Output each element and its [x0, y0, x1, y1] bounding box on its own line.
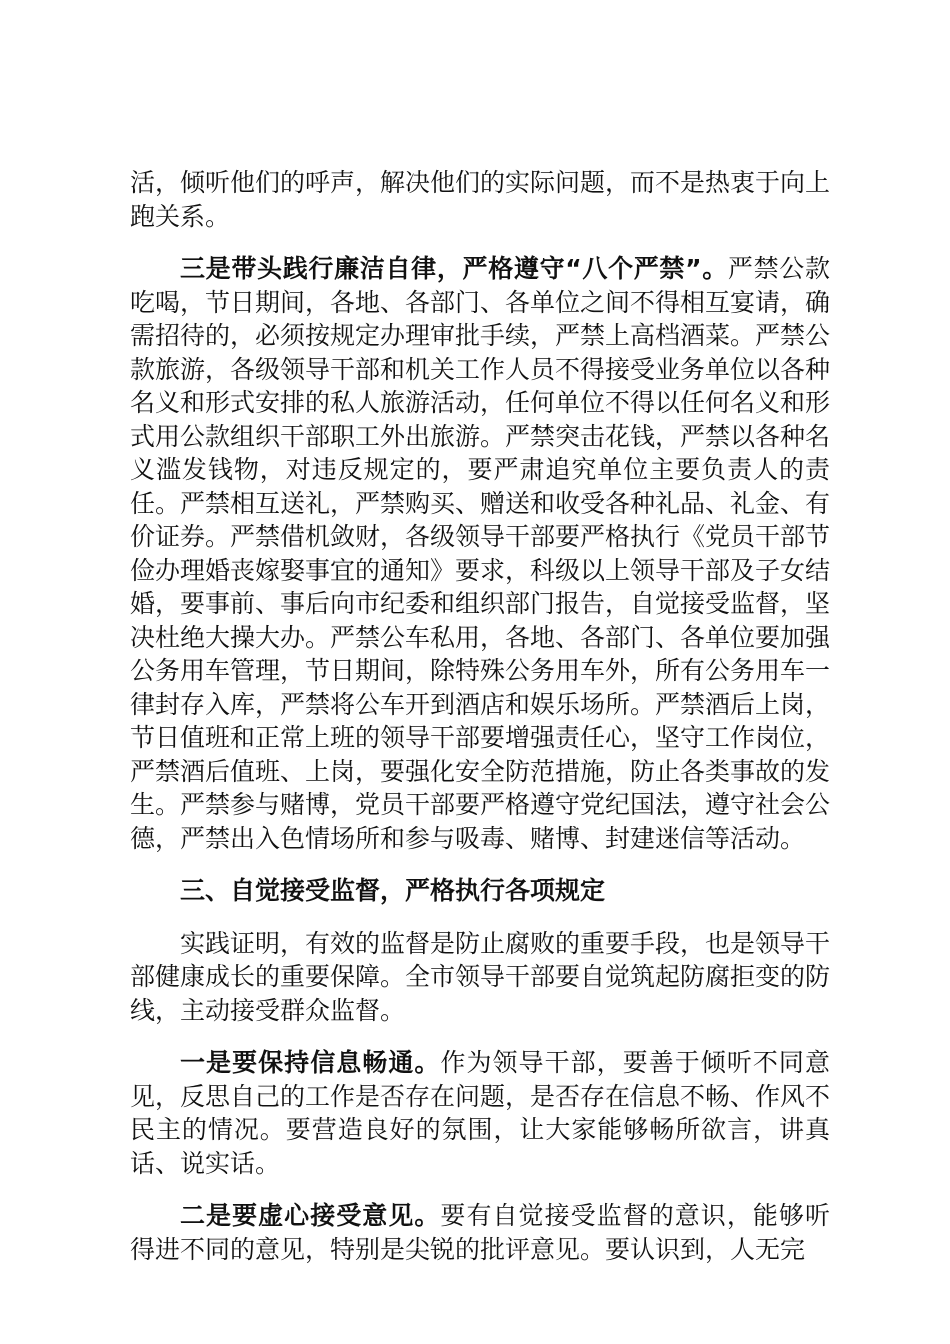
paragraph-body: 作为领导干部，要善于倾听不同意见，反思自己的工作是否存在问题，是否存在信息不畅、作风不民主的情况。要营造良好的氛围，让大家能够畅所欲言，讲真话、说实话。	[130, 1048, 831, 1178]
paragraph-body: 要有自觉接受监督的意识，能够听得进不同的意见，特别是尖锐的批评意见。要认识到，人无完	[130, 1201, 830, 1264]
paragraph-lead: 三是带头践行廉洁自律，严格遵守“八个严禁”。	[180, 254, 728, 283]
paragraph-body: 严禁公款吃喝，节日期间，各地、各部门、各单位之间不得相互宴请，确需招待的，必须按规定办理审批手续，严禁上高档酒菜。严禁公款旅游，各级领导干部和机关工作人员不得接受业务单位以各种名义和形式安排的私人旅游活动，任何单位不得以任何名义和形式用公款组织干部职工外出旅游。严禁突击花钱，严禁以各种名义滥发钱物，对违反规定的，要严肃追究单位主要负责人的责任。严禁相互送礼，严禁购买、赠送和收受各种礼品、礼金、有价证券。严禁借机敛财，各级领导干部要严格执行《党员干部节俭办理婚丧嫁娶事宜的通知》要求，科级以上领导干部及子女结婚，要事前、事后向市纪委和组织部门报告，自觉接受监督，坚决杜绝大操大办。严禁公车私用，各地、各部门、各单位要加强公务用车管理，节日期间，除特殊公务用车外，所有公务用车一律封存入库，严禁将公车开到酒店和娱乐场所。严禁酒后上岗，节日值班和正常上班的领导干部要增强责任心，坚守工作岗位，严禁酒后值班、上岗，要强化安全防范措施，防止各类事故的发生。严禁参与赌博，党员干部要严格遵守党纪国法，遵守社会公德，严禁出入色情场所和参与吸毒、赌博、封建迷信等活动。	[130, 254, 831, 853]
paragraph-lead: 一是要保持信息畅通。	[180, 1048, 441, 1077]
paragraph-body: 活，倾听他们的呼声，解决他们的实际问题，而不是热衷于向上跑关系。	[130, 168, 831, 231]
section-heading: 三、自觉接受监督，严格执行各项规定	[180, 876, 606, 905]
paragraph-lead: 二是要虚心接受意见。	[180, 1201, 441, 1230]
document-page	[130, 166, 830, 1285]
paragraph-accept-opinions	[130, 1199, 830, 1266]
paragraph-eight-prohibitions	[130, 252, 830, 855]
paragraph-continuation	[130, 166, 830, 233]
paragraph-information-flow	[130, 1046, 830, 1180]
paragraph-body: 实践证明，有效的监督是防止腐败的重要手段，也是领导干部健康成长的重要保障。全市领导干部要自觉筑起防腐拒变的防线，主动接受群众监督。	[130, 928, 831, 1025]
paragraph-supervision-intro	[130, 927, 830, 1028]
